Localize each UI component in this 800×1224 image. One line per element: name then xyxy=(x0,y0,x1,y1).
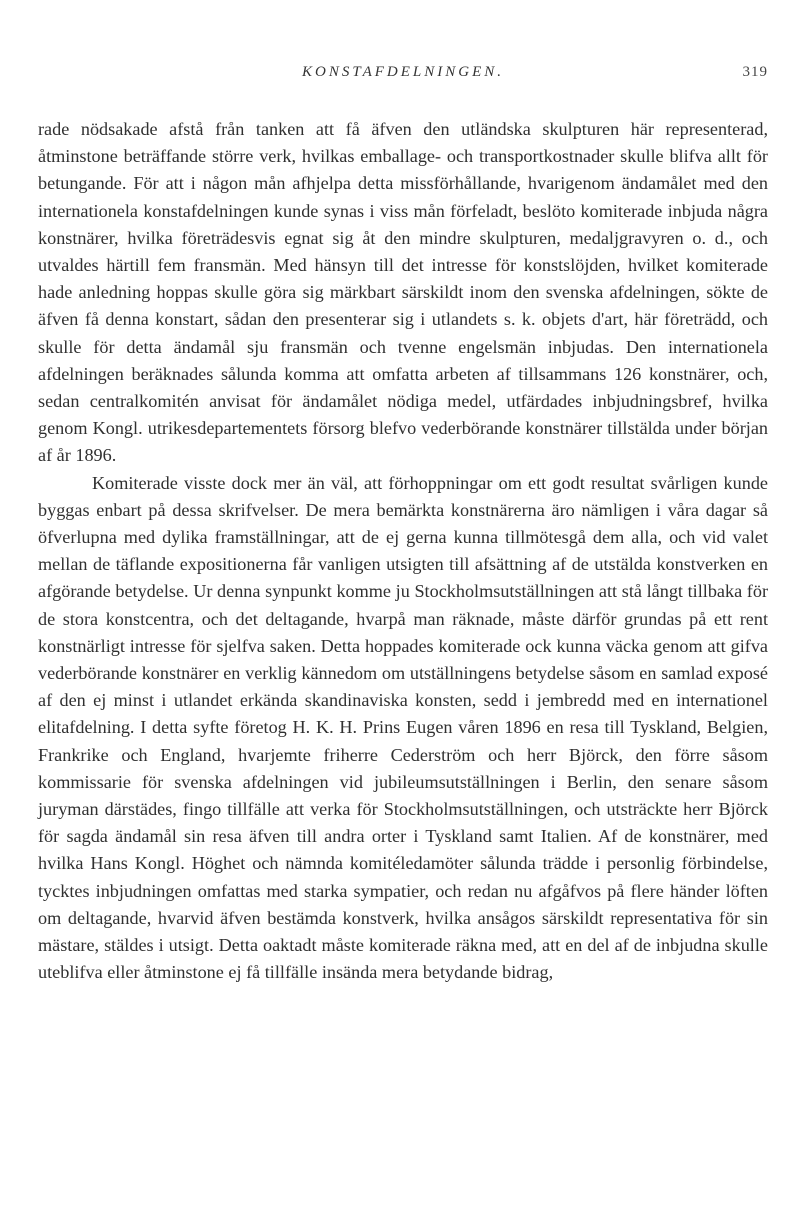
book-page xyxy=(38,64,768,987)
running-header xyxy=(38,64,768,88)
body-text xyxy=(38,116,768,987)
running-title: KONSTAFDELNINGEN. xyxy=(302,64,504,80)
paragraph: Komiterade visste dock mer än väl, att förhoppningar om ett godt resultat svårligen kunde byggas enbart på dessa skrifvelser. De mera bemärkta konstnärerna äro nämligen i våra dagar så öfverlupna med dylika framställningar, att de ej gerna kunna tillmötesgå dem alla, och vid valet mellan de täflande expositionerna får vanligen utsigten till afsättning af de utstälda konstverken en afgörande betydelse. Ur denna synpunkt komme ju Stockholmsutställningen att stå långt tillbaka för de stora konstcentra, och det deltagande, hvarpå man räknade, måste därför grundas på ett rent konstnärligt intresse för sjelfva saken. Detta hoppades komiterade ock kunna väcka genom att gifva vederbörande konstnärer en verklig kännedom om utställningens betydelse såsom en samlad exposé af den ej minst i utlandet erkända skandinaviska konsten, sedd i jembredd med en internationel elitafdelning. I detta syfte företog H. K. H. Prins Eugen våren 1896 en resa till Tyskland, Belgien, Frankrike och England, hvarjemte friherre Cederström och herr Björck, den förre såsom kommissarie för svenska afdelningen vid jubileumsutställningen i Berlin, den senare såsom juryman därstädes, fingo tillfälle att verka för Stockholmsutställningen, och utsträckte herr Björck för sagda ändamål sin resa äfven till andra orter i Tyskland samt Italien. Af de konstnärer, med hvilka Hans Kongl. Höghet och nämnda komitéledamöter sålunda trädde i personlig förbindelse, tycktes inbjudningen omfattas med starka sympatier, och redan nu afgåfvos på flere händer löften om deltagande, hvarvid äfven bestämda konstverk, hvilka ansågos särskildt representativa för sin mästare, stäldes i utsigt. Detta oaktadt måste komiterade räkna med, att en del af de inbjudna skulle uteblifva eller åtminstone ej få tillfälle insända mera betydande bidrag, xyxy=(38,472,768,983)
paragraph-continued: rade nödsakade afstå från tanken att få äfven den utländska skulpturen här representerad, åtminstone beträffande större verk, hvilkas emballage- och transportkostnader skulle blifva allt för betungande. För att i någon mån afhjelpa detta missförhållande, hvarigenom ändamålet med den internationela konstafdelningen kunde synas i viss mån förfeladt, beslöto komiterade inbjuda några konstnärer, hvilka företrädesvis egnat sig åt den mindre skulpturen, medaljgravyren o. d., och utvaldes härtill fem fransmän. Med hänsyn till det intresse för konstslöjden, hvilket komiterade hade anledning hoppas skulle göra sig märkbart särskildt inom den svenska afdelningen, sökte de äfven få denna konstart, sådan den presenterar sig i utlandets s. k. objets d'art, här företrädd, och skulle för detta ändamål sju fransmän och tvenne engelsmän inbjudas. Den internationela afdelningen beräknades sålunda komma att omfatta arbeten af tillsammans 126 konstnärer, och, sedan centralkomitén anvisat för ändamålet nödiga medel, utfärdades inbjudningsbref, hvilka genom Kongl. utrikesdepartementets försorg blefvo vederbörande konstnärer tillstälda under början af år 1896. xyxy=(38,119,768,466)
page-number: 319 xyxy=(742,64,768,80)
